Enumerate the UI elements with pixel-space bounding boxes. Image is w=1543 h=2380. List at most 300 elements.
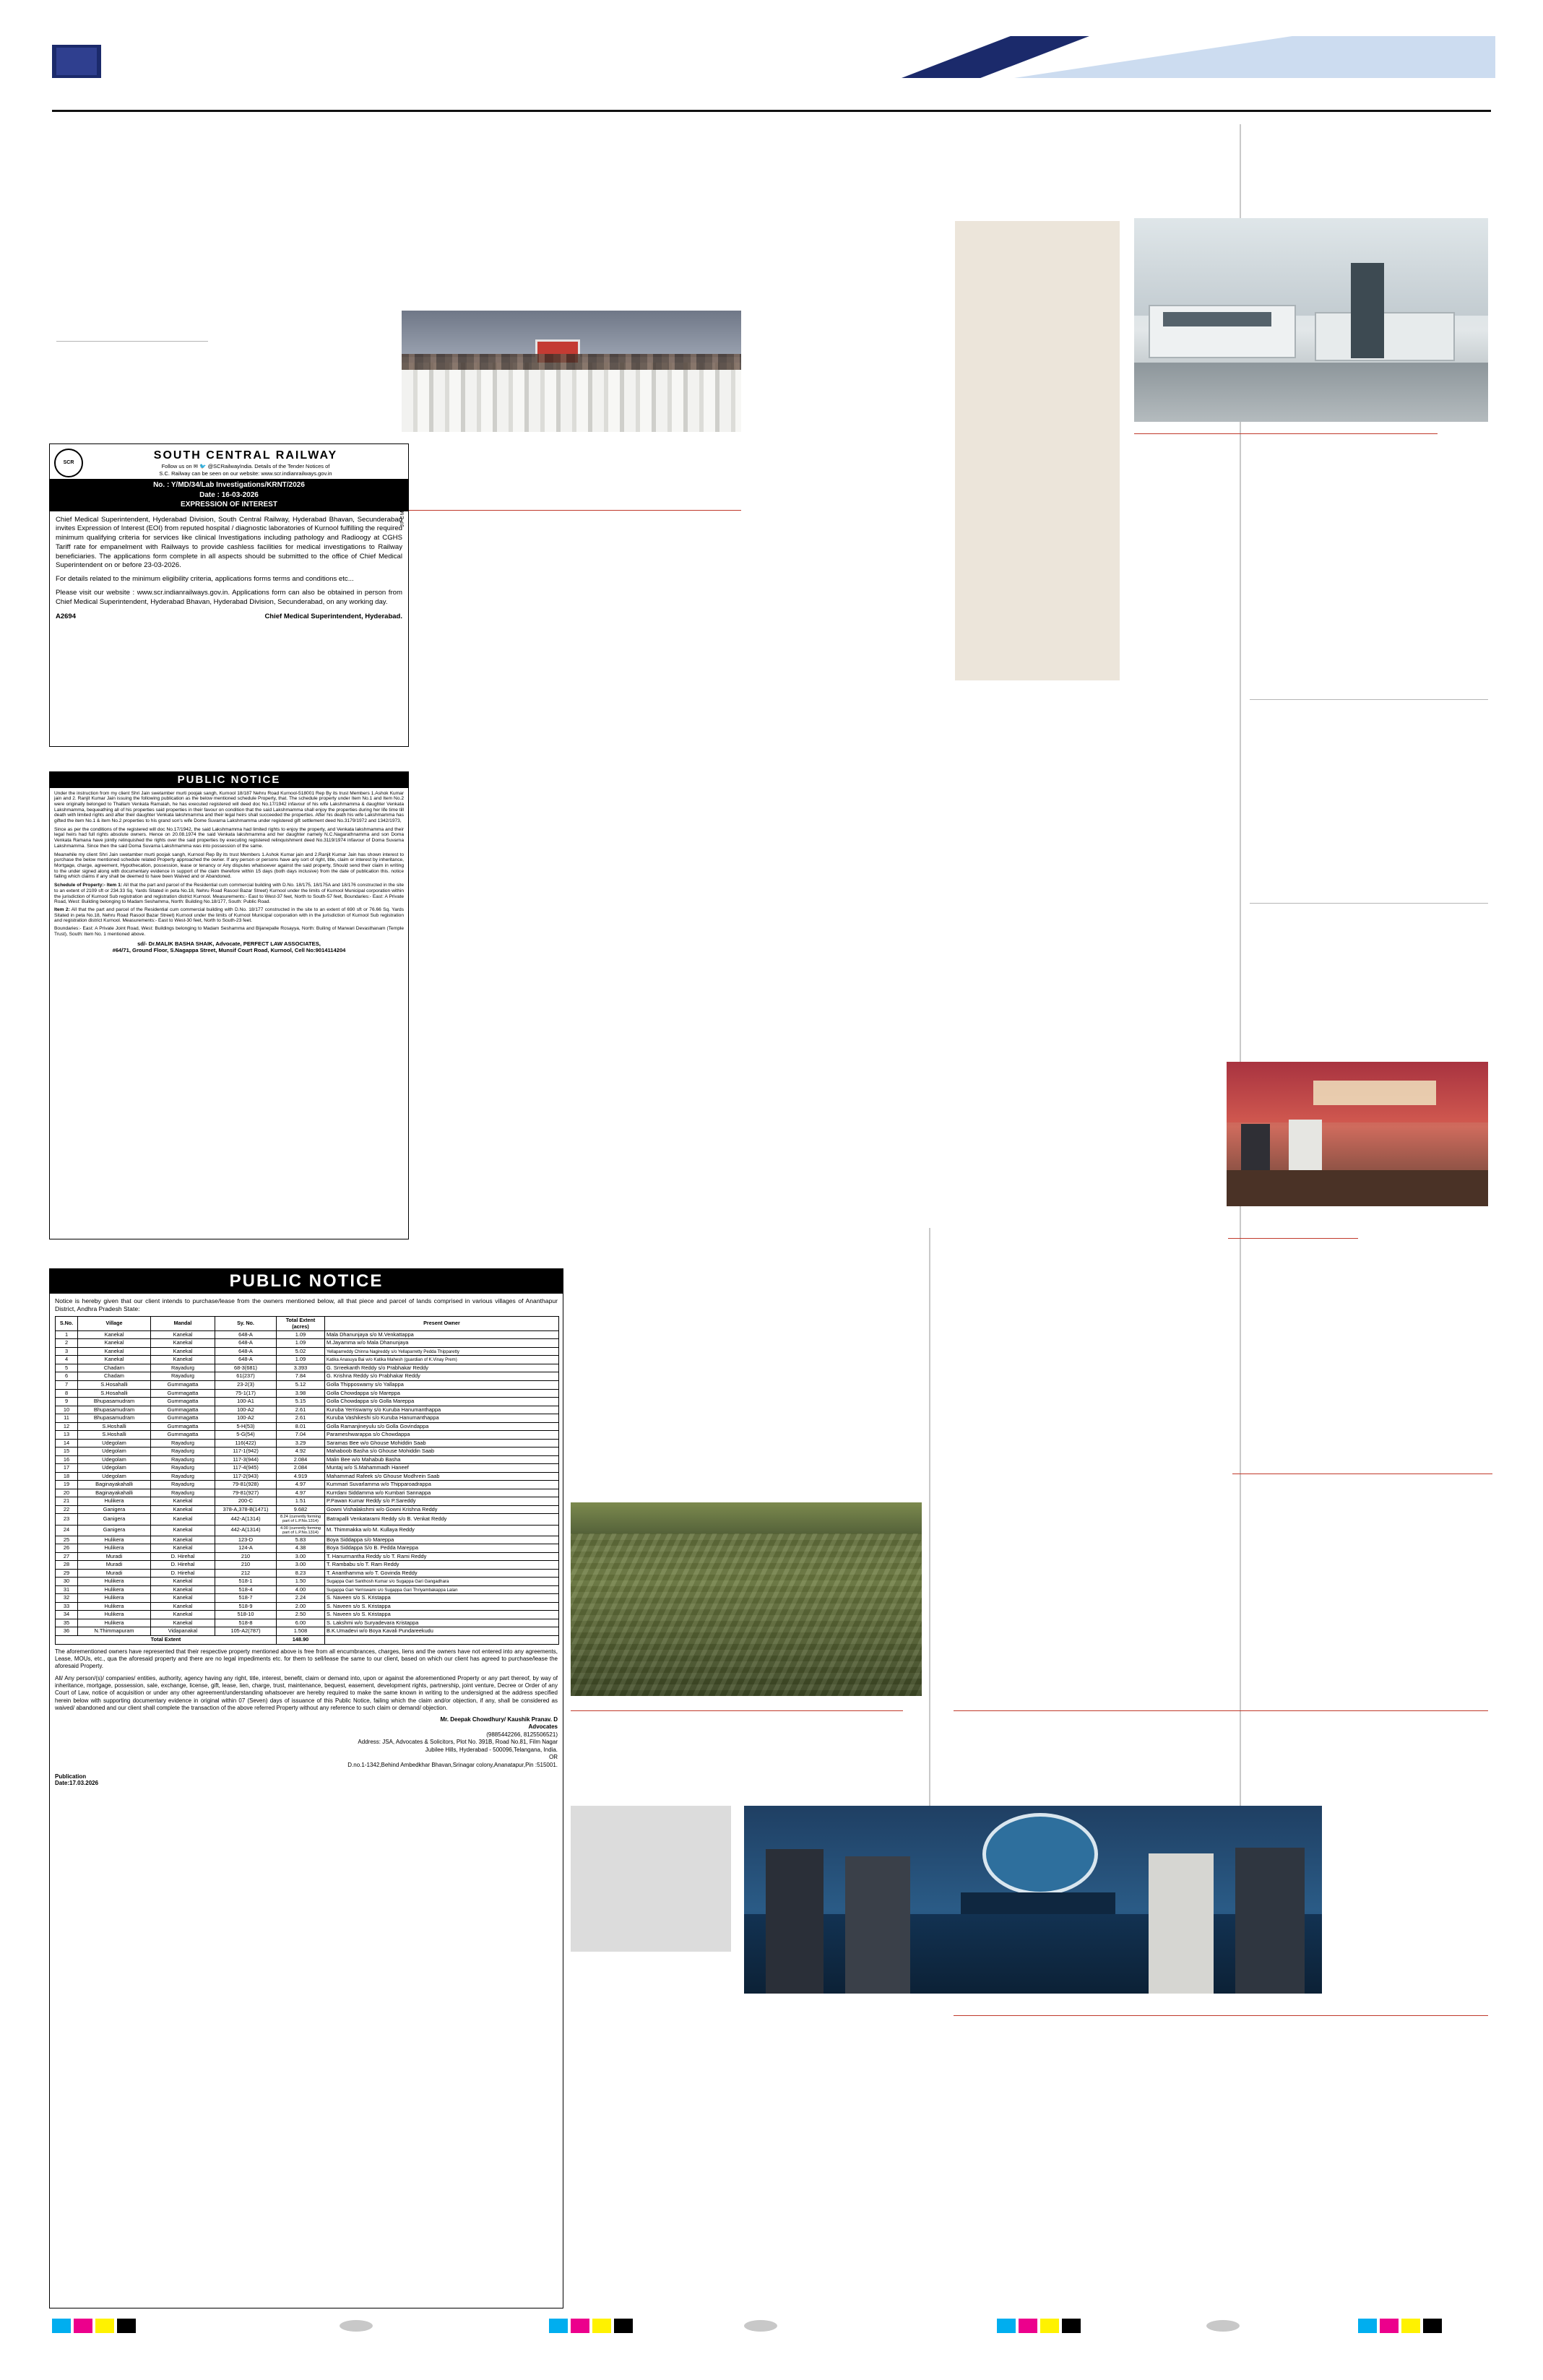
table-cell: 18 [56,1472,78,1481]
table-cell: 7.04 [277,1431,325,1440]
table-row [56,1536,559,1544]
scr-body-2: For details related to the minimum eligibility criteria, applications forms terms and conditions etc... [56,575,354,583]
table-row [56,1455,559,1464]
table-cell: Gummagatta [151,1431,215,1440]
table-cell: 116(422) [215,1439,277,1448]
table-cell: 28 [56,1561,78,1570]
masthead [0,0,1543,108]
divider-col5b [1250,699,1488,700]
table-cell: Kanekal [151,1585,215,1594]
table-cell: 648-A [215,1356,277,1364]
reg-swatch-cyan-1 [52,2319,71,2333]
table-cell: 30 [56,1578,78,1586]
table-cell: 27 [56,1552,78,1561]
table-cell: 10 [56,1406,78,1414]
divider-col4b [954,2015,1488,2016]
table-cell: 124-A [215,1544,277,1553]
reg-swatch-black-4 [1423,2319,1442,2333]
pn1-schedule-heading: Schedule of Property:- Item 1: [54,883,123,888]
pn2-advocate-phone: (9885442266, 8125506521) [486,1731,558,1738]
table-cell: 4.97 [277,1489,325,1497]
table-cell: Gummagatta [151,1389,215,1398]
table-cell: S. Naveen s/o S. Kristappa [325,1611,559,1619]
table-cell: Kanekal [78,1339,151,1348]
table-cell: Rayadurg [151,1489,215,1497]
pn2-address-1: Address: JSA, Advocates & Solicitors, Plot No. 391B, Road No.81, Film Nagar [358,1739,558,1746]
table-cell: 22 [56,1505,78,1514]
table-cell: 36 [56,1627,78,1636]
col-owner: Present Owner [325,1317,559,1331]
table-cell: Muradi [78,1552,151,1561]
table-cell: 8.01 [277,1422,325,1431]
table-cell: 34 [56,1611,78,1619]
table-row [56,1602,559,1611]
table-cell: Mahaboob Basha s/o Ghouse Mohiddin Saab [325,1448,559,1456]
table-cell: 16 [56,1455,78,1464]
table-cell: 5-H(53) [215,1422,277,1431]
reg-swatch-cyan-4 [1358,2319,1377,2333]
divider-col3a [571,1710,903,1711]
table-row [56,1372,559,1381]
divider-col5c [1250,903,1488,904]
reg-mark-ellipse-1 [340,2320,373,2332]
table-cell: 1.09 [277,1330,325,1339]
reg-swatch-magenta-1 [74,2319,92,2333]
table-total-row [56,1636,559,1645]
table-cell: S.Hoshalli [78,1422,151,1431]
table-cell: 2.61 [277,1414,325,1423]
table-row [56,1489,559,1497]
scr-body-1: Chief Medical Superintendent, Hyderabad Division, South Central Railway, Hyderabad Bhavan, Secunderabad invites Expression of Interest (EOI) from reputed hospital / diagnostic laboratories of Kurnool fulfilling the required minimum qualifying criteria for services like clinical Investigations including pathology and Radioogy at CGHS Tariff rate for empanelment with Railways to provide cashless facilities for medical investigations to Railway beneficiaries. The applications form complete in all aspects should be submitted to the office of Chief Medical Superintendent on or before 23-03-2026. [56,515,402,570]
table-cell: Rayadurg [151,1448,215,1456]
pn1-para-1: Under the instruction from my client Shri Jain swetamber murti poojak sangh, Kurnool 18/187 Nehru Road Kurnool-518001 Rep By its trust Members 1.Ashok Kumar jain and 2. Ranjit Kumar Jain issuing the following publication as the below mentioned schedule Property, that. The schedule property under Item No.1 and Item No.2 were originally belonged to Thallam Venkata Ramaiah, he has executed registered will deed doc No.17/1942 infavour of his wife Lakshmamma & daughter Venkata Lakshmamma, bequeathing all of his properties said properties in their favour on condition that the said Lakshmamma shall enjoy the properties during her life time till death with limited rights and after their daughter Venkata lakshmamma and their legal heirs shall succeeded the properties. After his death his wife Lakshmamma has gifted the item No.1 & item No.2 properties to his grand son's wife Dome Suvarna Lakshmamma under registered gift settlement deed No.3179/1972 and 1342/1973, [54,790,404,824]
table-cell: Muradi [78,1569,151,1578]
col-sno: S.No. [56,1317,78,1331]
reg-swatch-yellow-3 [1040,2319,1059,2333]
table-cell: Boya Siddappa s/o Mareppa [325,1536,559,1544]
table-cell: 648-A [215,1330,277,1339]
table-cell: 17 [56,1464,78,1473]
table-cell: Kanekal [151,1505,215,1514]
pn1-para-3: Meanwhile my client Shri Jain swetamber murti poojak sangh, Kurnool Rep By its trust Members 1.Ashok Kumar jain and 2.Ranjit Kumar Jain has shown interest to purchase the below mentioned schedule related Property approached the owner. If any person or persons have any sort of right, title, claim or interest by inheritance, Mortgage, charge, agreement, Hypothecation, possession, lease or tenancy or Any disputes whatsoever against the said property, Should send their claim in writing to the under signed along with documentary evidence in support of the claim therefore within 15 days (both days inclusive) from the date of publication this. notice failing which claims if any shall be deemed to have been Waived and or Abandoned. [54,852,404,880]
table-cell: Gummagatta [151,1381,215,1390]
table-cell: 75-1(17) [215,1389,277,1398]
hospital-ward-photo [1134,218,1488,422]
table-cell: Rayadurg [151,1481,215,1489]
table-row [56,1594,559,1603]
table-cell: Kurrdani Siddamma w/o Kumbari Sannappa [325,1489,559,1497]
table-cell: 518-4 [215,1585,277,1594]
table-cell: Ganigera [78,1525,151,1536]
reg-swatch-cyan-3 [997,2319,1016,2333]
reg-mark-ellipse-2 [744,2320,777,2332]
table-row [56,1339,559,1348]
table-cell: Kanekal [151,1497,215,1506]
table-header-row [56,1317,559,1331]
table-cell: Baginayakahalli [78,1481,151,1489]
table-row [56,1472,559,1481]
table-cell: 2.084 [277,1464,325,1473]
table-cell: Golla Thipposwamy s/o Yallappa [325,1381,559,1390]
table-cell: Golla Ramanjineyulu s/o Golla Govindappa [325,1422,559,1431]
table-row [56,1578,559,1586]
table-cell: Mahammad Rafeek s/o Ghouse Modhrein Saab [325,1472,559,1481]
table-cell: Parameshwarappa s/o Chowdappa [325,1431,559,1440]
table-cell: G. Krishna Reddy s/o Prabhakar Reddy [325,1372,559,1381]
table-cell: 5-G(54) [215,1431,277,1440]
table-cell: Udegolam [78,1448,151,1456]
table-cell: 210 [215,1552,277,1561]
table-cell: Saramas Bee w/o Ghouse Mohiddin Saab [325,1439,559,1448]
group-photo-officials [402,311,741,432]
table-row [56,1381,559,1390]
table-cell: Ganigera [78,1505,151,1514]
table-cell: Sugappa Gari Santhosh Kumar s/o Sugappa Gari Gangadhara [325,1578,559,1586]
table-cell: 212 [215,1569,277,1578]
table-row [56,1330,559,1339]
table-cell: D. Hirehal [151,1561,215,1570]
col-extent: Total Extent (acres) [277,1317,325,1331]
table-cell: Gowni Vishalakshmi w/o Gowni Krishna Reddy [325,1505,559,1514]
col-mandal: Mandal [151,1317,215,1331]
table-cell: 79-81(927) [215,1489,277,1497]
reg-swatch-cyan-2 [549,2319,568,2333]
table-row [56,1448,559,1456]
pn2-address-3: D.no.1-1342,Behind Ambedkhar Bhavan,Srinagar colony,Ananatapur,Pin :515001. [347,1761,558,1768]
table-cell: 26 [56,1544,78,1553]
pn2-publication-label: Publication [55,1773,87,1780]
table-cell: 21 [56,1497,78,1506]
scr-body-3: Please visit our website : www.scr.indianrailways.gov.in. Applications form can also be obtained in person from Chief Medical Superintendent, Hyderabad Bhavan, Hyderabad Division, Secunderabad, on any working day. [56,588,402,606]
stage-event-photo [1227,1062,1488,1206]
table-cell: 15 [56,1448,78,1456]
table-cell: 4.38 [277,1544,325,1553]
scr-signature: Chief Medical Superintendent, Hyderabad. [264,613,402,621]
pn1-signature-1: sd/- Dr.MALIK BASHA SHAIK, Advocate, PERFECT LAW ASSOCIATES, [137,940,321,948]
table-cell: M.Jayamma w/o Mala Dhanunjaya [325,1339,559,1348]
table-cell: Kanekal [151,1594,215,1603]
reg-swatch-black-1 [117,2319,136,2333]
table-cell: Kanekal [151,1525,215,1536]
table-cell: Sugappa Gari Yerriswami s/o Sugappa Gari Thriyambakappa Lalan [325,1585,559,1594]
table-cell: 79-81(928) [215,1481,277,1489]
farm-field-photo [571,1502,922,1696]
table-row [56,1414,559,1423]
table-cell: 3 [56,1347,78,1356]
scr-no-line: No. : Y/MD/34/Lab Investigations/KRNT/2026 [153,481,305,489]
table-row [56,1505,559,1514]
pn2-tail-1: The aforementioned owners have represented that their respective property mentioned above is free from all encumbrances, charges, liens and the owners have not entered into any agreements, Lease, MOUs, etc., qua the aforesaid property and there are no legal impediments etc. for them to sell/lease the same to our client, based on which our client has agreed to purchase/lease the aforesaid Property. [55,1648,558,1670]
table-cell: Bhupasamudram [78,1398,151,1406]
table-cell: 4.97 [277,1481,325,1489]
table-cell: Kanekal [151,1602,215,1611]
table-cell: 9.682 [277,1505,325,1514]
table-cell: 518-7 [215,1594,277,1603]
table-cell: Gummagatta [151,1406,215,1414]
table-cell: Kanekal [151,1619,215,1627]
table-cell: 105-A2(787) [215,1627,277,1636]
railway-eoi-advertisement [49,443,409,747]
table-cell: Kanekal [151,1536,215,1544]
table-cell: 442-A(1314) [215,1514,277,1525]
reg-swatch-magenta-3 [1019,2319,1037,2333]
table-cell: 3.393 [277,1364,325,1372]
table-cell: 518-9 [215,1602,277,1611]
table-cell: S.Hosahalli [78,1381,151,1390]
table-cell: 68-3(681) [215,1364,277,1372]
table-cell: Kanekal [151,1330,215,1339]
table-cell: 3.98 [277,1389,325,1398]
table-cell: Muradi [78,1561,151,1570]
table-cell: 2 [56,1339,78,1348]
table-cell: 2.00 [277,1602,325,1611]
table-row [56,1356,559,1364]
table-row [56,1611,559,1619]
table-cell: Gummagatta [151,1398,215,1406]
table-cell: Kummari Suvarlamma w/o Thipparoadrappa [325,1481,559,1489]
scr-ad-header [50,444,408,479]
table-cell: 24 [56,1525,78,1536]
print-registration-strip [0,2308,1543,2359]
scr-ref-code: A2694 [56,613,76,621]
table-cell: 100-A1 [215,1398,277,1406]
col-syno: Sy. No. [215,1317,277,1331]
table-cell: Ganigera [78,1514,151,1525]
table-cell: 29 [56,1569,78,1578]
table-cell: 1 [56,1330,78,1339]
masthead-rule [52,110,1491,112]
table-cell: D. Hirehal [151,1569,215,1578]
table-cell: Kanekal [151,1356,215,1364]
pn2-tail-2: All/ Any person/(s)/ companies/ entities, authority, agency having any right, title, interest, benefit, claim or demand into, upon or against the aforementioned Property or any part thereof, by way of inheritance, mortgage, possession, sale, exchange, license, gift, lease, lien, charge, trust, maintenance, bequest, easement, development rights, partnership, joint venture, Decree or Order of any Court of Law, notice of acquisition or under any other agreement/understanding whatsoever are hereby required to make the same known in writing to the undersigned at the address specified herein below with supporting documentary evidence in original within 07 (Seven) days of issuance of this Public Notice, failing which the claim and/or objection, if any, shall be considered as waived/ abandoned and our client shall complete the transaction of the above referred Property without any reference to such claim or demand/ objection. [55,1674,558,1712]
police-press-meet-photo [744,1806,1322,1994]
table-cell: 1.51 [277,1497,325,1506]
total-label: Total Extent [56,1636,277,1645]
table-cell: 8 [56,1389,78,1398]
table-cell: Hulikera [78,1602,151,1611]
table-cell: Boya Siddappa S/o B. Pedda Mareppa [325,1544,559,1553]
newspaper-logo-inner [56,48,97,75]
table-cell: D. Hirehal [151,1552,215,1561]
table-cell: Kanekal [151,1339,215,1348]
table-row [56,1389,559,1398]
table-cell: Rayadurg [151,1455,215,1464]
table-cell: 200-C [215,1497,277,1506]
table-cell: Gummagatta [151,1422,215,1431]
table-cell: Yellaparreddy Chinna Nagireddy s/o Yellaparretty Pedda Thipparetty [325,1347,559,1356]
table-cell: 518-8 [215,1619,277,1627]
table-cell: 3.29 [277,1439,325,1448]
divider-col2 [402,510,741,511]
tinted-text-block [955,221,1120,680]
table-row [56,1627,559,1636]
table-cell: Rayadurg [151,1472,215,1481]
table-row [56,1619,559,1627]
table-cell: 442-A(1314) [215,1525,277,1536]
table-cell: 100-A2 [215,1406,277,1414]
table-cell: Hulikera [78,1594,151,1603]
table-cell: 2.084 [277,1455,325,1464]
table-cell: Chadam [78,1372,151,1381]
table-cell: 1.50 [277,1578,325,1586]
table-cell: 1.09 [277,1356,325,1364]
table-cell: 5.12 [277,1381,325,1390]
table-cell: 23-2(3) [215,1381,277,1390]
pn2-lead: Notice is hereby given that our client intends to purchase/lease from the owners mentioned below, all that piece and parcel of lands comprised in various villages of Ananthapur District, Andhra Pradesh State: [55,1297,558,1313]
table-cell: 13 [56,1431,78,1440]
pn1-schedule-text: All that the part and parcel of the Residential cum commercial building with D.No. 18/175, 18/175A and 18/176 constructed in the site to an extent of 2109 sft or 234.33 Sq. Yards Sitated in peta No.18, Nehru Road Rasool Bazar Street) Kurnool under the limits of Kurnool Municipal corporation within the jurisdiction of Kurnool Sub registration and registration district Kurnool. Measurements:- East to West-37 feet, North to South-57 feet, Boundaries:- East: A Private Road, West: Building belonging to Madam Seshamma, North: Building No.18/177, South: Public Road. [54,883,405,905]
public-notice-2-advertisement [49,1268,563,2308]
table-cell: S. Naveen s/o S. Kristappa [325,1602,559,1611]
table-cell: 11 [56,1414,78,1423]
reg-swatch-yellow-2 [592,2319,611,2333]
scr-follow-line2: S.C. Railway can be seen on our website: www.scr.indianrailways.gov.in [159,470,332,477]
table-cell: 117-4(945) [215,1464,277,1473]
table-cell: G. Srreekanth Reddy s/o Prabhakar Reddy [325,1364,559,1372]
table-cell: 1.09 [277,1339,325,1348]
table-cell: Chadarn [78,1364,151,1372]
pn2-publication-date: Date:17.03.2026 [55,1780,99,1787]
table-cell: Rayadurg [151,1464,215,1473]
table-cell: 3.00 [277,1561,325,1570]
pn1-para-2: Since as per the conditions of the registered will doc No.17/1942, the said Lakshmamma had limited rights to enjoy the property, and Venkata lakshmamma and their legal heirs had full rights absolute owners. Hence on 20.08.1974 the said Venkata lakshmamma and her daughter namely N.C.Nagarathnamma and son Doma Venkata Ramana have jointly relinquished the rights over the said properties by executing registered relinquishment deed No.3119/1974 infavour of Doma Suvarna Lakshmamma. Since then the said Doma Suvarna Lakshmamma was into possession of the same. [54,826,404,849]
reg-mark-ellipse-3 [1206,2320,1240,2332]
table-cell: 117-2(943) [215,1472,277,1481]
table-cell: 35 [56,1619,78,1627]
pn2-or-label: OR [549,1754,558,1761]
table-cell: Udegolam [78,1464,151,1473]
gray-placeholder-block [571,1806,731,1952]
table-row [56,1431,559,1440]
table-cell: M. Thimmakka w/o M. Kullaya Reddy [325,1525,559,1536]
reg-swatch-magenta-4 [1380,2319,1399,2333]
reg-swatch-black-2 [614,2319,633,2333]
table-cell: 6.00 [277,1619,325,1627]
table-cell: 9 [56,1398,78,1406]
table-row [56,1398,559,1406]
table-cell: 8.24 (currently forming part of L.P.No.1314) [277,1514,325,1525]
pn1-item2-heading: Item 2: [54,906,70,912]
table-cell: 117-3(944) [215,1455,277,1464]
table-row [56,1364,559,1372]
table-cell: 5.83 [277,1536,325,1544]
scr-eoi-title: EXPRESSION OF INTEREST [181,501,277,509]
table-row [56,1481,559,1489]
table-cell: 8.23 [277,1569,325,1578]
table-cell: 7 [56,1381,78,1390]
table-cell: Udegolam [78,1439,151,1448]
table-cell: Batrapalli Venkatarami Reddy s/o B. Venkat Reddy [325,1514,559,1525]
table-cell: Vidapanakal [151,1627,215,1636]
table-cell: 100-A2 [215,1414,277,1423]
table-cell: Muntaj w/o S.Mahammadh Haneef [325,1464,559,1473]
table-row [56,1514,559,1525]
table-cell: 518-10 [215,1611,277,1619]
table-cell: 25 [56,1536,78,1544]
public-notice-1-advertisement [49,771,409,1239]
table-row [56,1422,559,1431]
table-row [56,1585,559,1594]
table-cell: Kuruba Yerriswamy s/o Kuruba Hanumanthappa [325,1406,559,1414]
table-row [56,1552,559,1561]
reg-swatch-magenta-2 [571,2319,589,2333]
total-blank [325,1636,559,1645]
table-cell: 5.15 [277,1398,325,1406]
table-cell: 4.00 (currently forming part of L.P.No.1314) [277,1525,325,1536]
table-cell: Kanekal [78,1330,151,1339]
table-cell: Udegolam [78,1472,151,1481]
reg-swatch-yellow-4 [1401,2319,1420,2333]
table-cell: 378-A,378-B(1471) [215,1505,277,1514]
table-cell: Kanekal [151,1544,215,1553]
table-cell: 31 [56,1585,78,1594]
table-cell: Udegolam [78,1455,151,1464]
table-cell: Hulikera [78,1611,151,1619]
table-cell: 14 [56,1439,78,1448]
table-cell: 12 [56,1422,78,1431]
table-cell: 2.61 [277,1406,325,1414]
scr-follow-line: Follow us on ✉ 🐦 @SCRailwayIndia. Details of the Tender Notices of [161,463,330,470]
scr-ribbon [50,479,408,511]
table-cell: Kanekal [151,1514,215,1525]
table-row [56,1569,559,1578]
table-cell: Hulikera [78,1619,151,1627]
table-cell: S.Hoshalli [78,1431,151,1440]
table-cell: Kanekal [151,1347,215,1356]
pn2-advocate-name: Mr. Deepak Chowdhury/ Kaushik Pranav. D [440,1715,558,1723]
scr-org-title: SOUTH CENTRAL RAILWAY [153,449,338,462]
table-cell: B.K.Umadevi w/o Boya Kavali Pundareekudu [325,1627,559,1636]
table-cell: 61(237) [215,1372,277,1381]
reg-swatch-yellow-1 [95,2319,114,2333]
table-row [56,1347,559,1356]
table-cell: Bhupasamudram [78,1414,151,1423]
table-cell: T. Hanurmantha Reddy s/o T. Rami Reddy [325,1552,559,1561]
table-cell: 648-A [215,1347,277,1356]
divider-col5a [1134,433,1438,434]
table-cell: Gummagatta [151,1414,215,1423]
pn2-title: PUBLIC NOTICE [50,1269,563,1294]
table-cell: Kanekal [78,1347,151,1356]
table-cell: Hulikera [78,1536,151,1544]
table-cell: 23 [56,1514,78,1525]
table-cell: 5 [56,1364,78,1372]
table-cell: T. Ananthamma w/o T. Govinda Reddy [325,1569,559,1578]
table-cell: 4.919 [277,1472,325,1481]
table-cell: S. Lakshmi w/o Suryadevara Kristappa [325,1619,559,1627]
railway-emblem-icon: SCR [54,449,83,477]
table-cell: 33 [56,1602,78,1611]
table-cell: 1.508 [277,1627,325,1636]
table-cell: 518-1 [215,1578,277,1586]
divider-col1 [56,341,208,342]
table-cell: 5.02 [277,1347,325,1356]
table-cell: Baginayakahalli [78,1489,151,1497]
table-cell: Hulikera [78,1497,151,1506]
table-cell: Bhupasamudram [78,1406,151,1414]
pn1-boundaries: Boundaries:- East: A Private Joint Road, West: Buildings belonging to Madam Seshamma and Bijanepalle Rosayya, North: Builing of Marwari Devasthanam (Temple Trust), South: Item No. 1 mentioned above. [54,926,404,937]
table-cell: Rayadurg [151,1439,215,1448]
table-cell: 123-D [215,1536,277,1544]
scr-date-line: Date : 16-03-2026 [199,490,259,499]
table-cell: 2.24 [277,1594,325,1603]
table-cell: Hulikera [78,1578,151,1586]
table-cell: Golla Chowdappa s/o Mareppa [325,1389,559,1398]
table-cell: 6 [56,1372,78,1381]
scr-side-code: JPCM/29274 [400,490,406,527]
land-schedule-table [55,1316,559,1644]
table-row [56,1561,559,1570]
